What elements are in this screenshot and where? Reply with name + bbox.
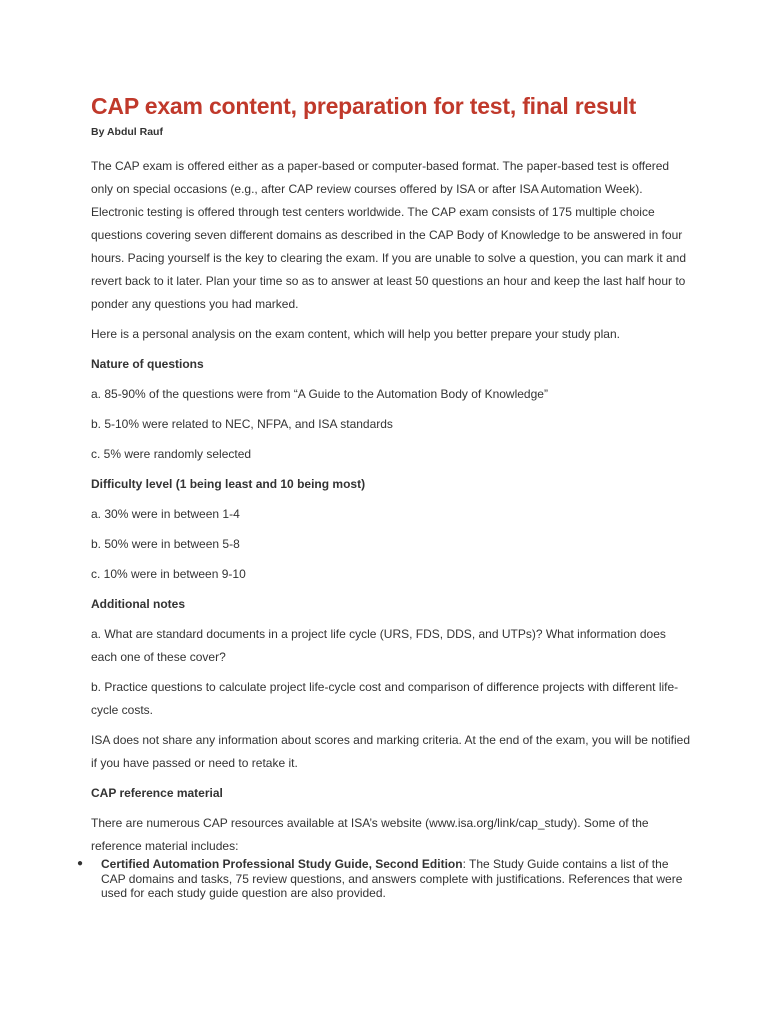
study-guide-description: : The Study Guide contains a list of the CAP domains and tasks, 75 review questions, and answers complete with justifications. References that were used for each study guide question are also provided.: [101, 857, 683, 900]
article-title: CAP exam content, preparation for test, final result: [91, 93, 637, 119]
author-byline: By Abdul Rauf: [91, 126, 163, 138]
list-item: [77, 857, 687, 901]
reference-heading: CAP reference material: [91, 786, 223, 800]
reference-paragraph: There are numerous CAP resources available at ISA’s website (www.isa.org/link/cap_study). Some of the reference material includes:: [91, 816, 649, 853]
nature-item-b: b. 5-10% were related to NEC, NFPA, and ISA standards: [91, 417, 393, 431]
reference-list: [77, 857, 687, 901]
intro-paragraph: The CAP exam is offered either as a paper-based or computer-based format. The paper-based test is offered only on special occasions (e.g., after CAP review courses offered by ISA or after ISA Automation Week). Electronic testing is offered through test centers worldwide. The CAP exam consists of 175 multiple choice questions covering seven different domains as described in the CAP Body of Knowledge to be answered in four hours. Pacing yourself is the key to clearing the exam. If you are unable to solve a question, you can mark it and revert back to it later. Plan your time so as to answer at least 50 questions an hour and keep the last half hour to ponder any questions you had marked.: [91, 159, 686, 311]
difficulty-item-a: a. 30% were in between 1-4: [91, 507, 240, 521]
notes-item-b: b. Practice questions to calculate project life-cycle cost and comparison of difference projects with different life-cycle costs.: [91, 680, 679, 717]
nature-item-c: c. 5% were randomly selected: [91, 447, 252, 461]
difficulty-item-b: b. 50% were in between 5-8: [91, 537, 240, 551]
nature-item-a: a. 85-90% of the questions were from “A Guide to the Automation Body of Knowledge”: [91, 387, 548, 401]
analysis-paragraph: Here is a personal analysis on the exam content, which will help you better prepare your study plan.: [91, 327, 620, 341]
notes-heading: Additional notes: [91, 597, 185, 611]
difficulty-item-c: c. 10% were in between 9-10: [91, 567, 246, 581]
isa-note-paragraph: ISA does not share any information about scores and marking criteria. At the end of the exam, you will be notified if you have passed or need to retake it.: [91, 733, 691, 770]
notes-item-a: a. What are standard documents in a project life cycle (URS, FDS, DDS, and UTPs)? What information does each one of these cover?: [91, 627, 666, 664]
study-guide-title: Certified Automation Professional Study Guide, Second Edition: [101, 857, 463, 871]
nature-heading: Nature of questions: [91, 357, 204, 371]
difficulty-heading: Difficulty level (1 being least and 10 being most): [91, 477, 366, 491]
bullet-icon: ●: [77, 858, 84, 869]
article-body: [91, 92, 691, 858]
